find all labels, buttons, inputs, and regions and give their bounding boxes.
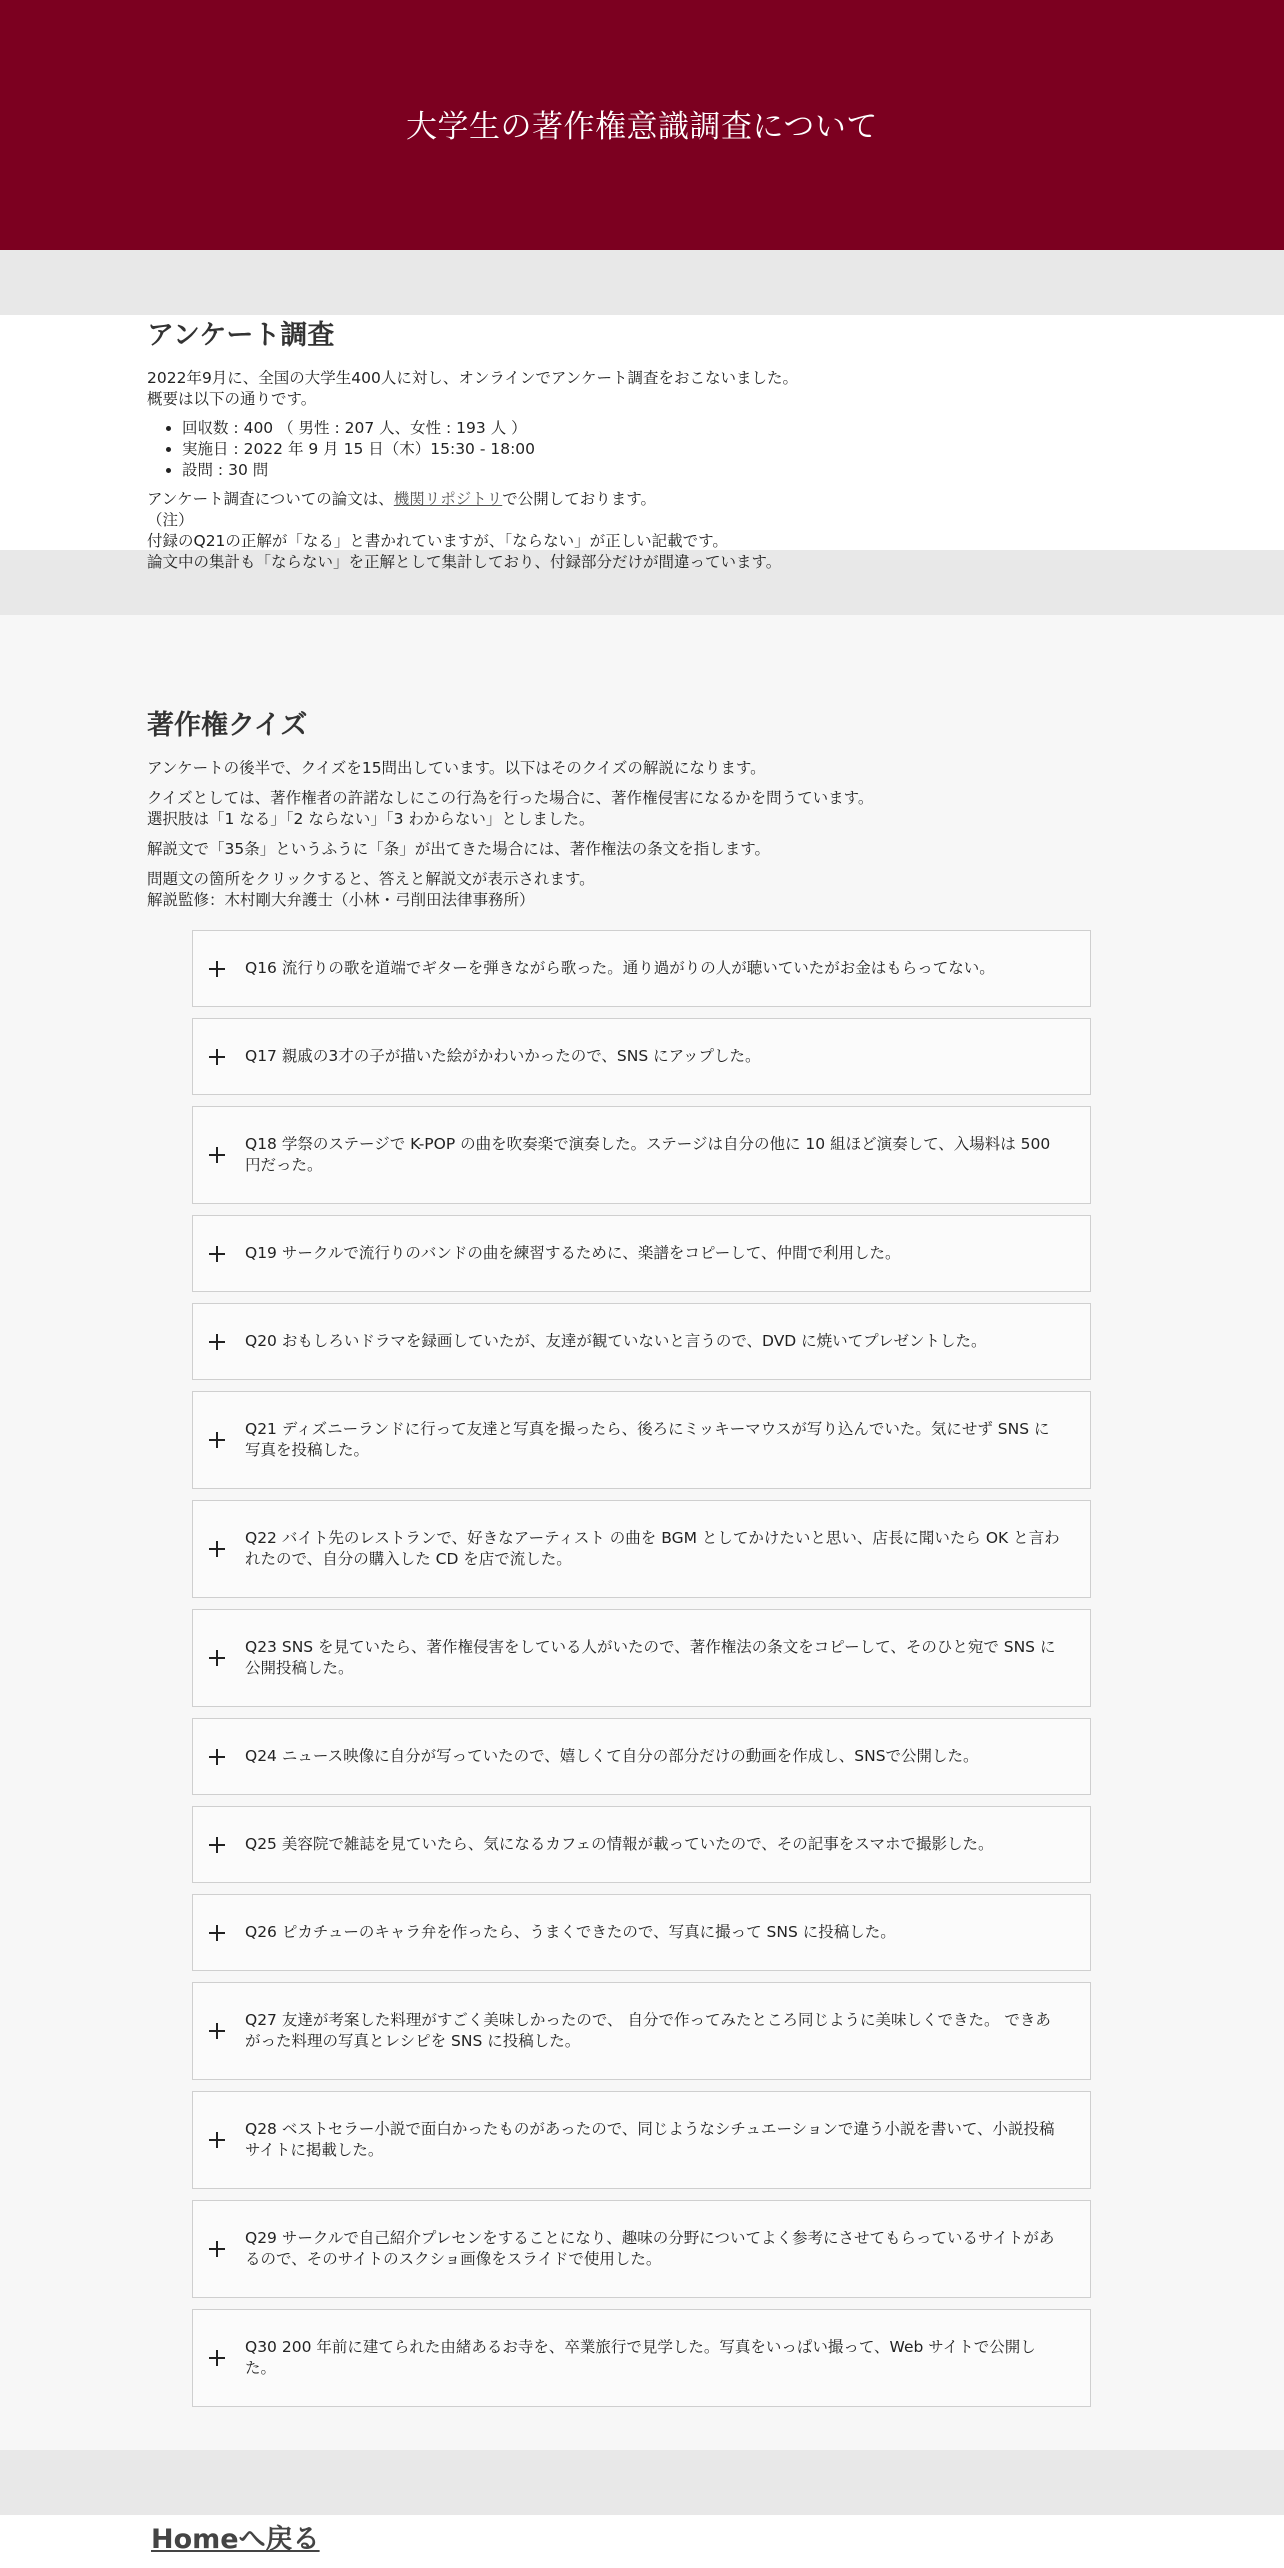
plus-icon (207, 1747, 227, 1767)
question-text: Q23 SNS を見ていたら、著作権侵害をしている人がいたので、著作権法の条文をコピーして、そのひと宛で SNS に公開投稿した。 (245, 1638, 1056, 1677)
quiz-question-q26[interactable] (192, 1894, 1091, 1971)
quiz-description-line1: クイズとしては、著作権者の許諾なしにこの行為を行った場合に、著作権侵害になるかを問うています。 (147, 789, 874, 807)
quiz-intro: アンケートの後半で、クイズを15問出しています。以下はそのクイズの解説になります。 (147, 759, 766, 777)
plus-icon (207, 2130, 227, 2150)
quiz-question-q24[interactable] (192, 1718, 1091, 1795)
note-label: （注） (147, 511, 194, 529)
question-text: Q25 美容院で雑誌を見ていたら、気になるカフェの情報が載っていたので、その記事をスマホで撮影した。 (245, 1835, 994, 1853)
quiz-supervisor: 解説監修：木村剛大弁護士（小林・弓削田法律事務所） (147, 891, 535, 909)
survey-section (147, 318, 1147, 581)
quiz-description (147, 788, 1147, 830)
quiz-question-q25[interactable] (192, 1806, 1091, 1883)
section-divider (0, 2450, 1284, 2515)
quiz-instructions (147, 869, 1147, 911)
question-text: Q21 ディズニーランドに行って友達と写真を撮ったら、後ろにミッキーマウスが写り込んでいた。気にせず SNS に写真を投稿した。 (245, 1420, 1050, 1459)
quiz-question-q20[interactable] (192, 1303, 1091, 1380)
quiz-description-line2: 選択肢は「1 なる」「2 ならない」「3 わからない」としました。 (147, 810, 595, 828)
home-link[interactable]: Homeへ戻る (151, 2524, 320, 2555)
plus-icon (207, 1332, 227, 1352)
quiz-question-q28[interactable] (192, 2091, 1091, 2189)
question-text: Q20 おもしろいドラマを録画していたが、友達が観ていないと言うので、DVD に焼いてプレゼントした。 (245, 1332, 987, 1350)
plus-icon (207, 1145, 227, 1165)
quiz-question-q27[interactable] (192, 1982, 1091, 2080)
plus-icon (207, 959, 227, 979)
page-title: 大学生の著作権意識調査について (406, 108, 878, 145)
question-text: Q18 学祭のステージで K-POP の曲を吹奏楽で演奏した。ステージは自分の他に 10 組ほど演奏して、入場料は 500 円だった。 (245, 1135, 1051, 1174)
plus-icon (207, 2021, 227, 2041)
question-text: Q28 ベストセラー小説で面白かったものがあったので、同じようなシチュエーションで違う小説を書いて、小説投稿サイトに掲載した。 (245, 2120, 1055, 2159)
hero-banner (0, 0, 1284, 250)
plus-icon (207, 1648, 227, 1668)
quiz-question-q19[interactable] (192, 1215, 1091, 1292)
note-line2: 論文中の集計も「ならない」を正解として集計しており、付録部分だけが間違っています。 (147, 553, 782, 571)
quiz-question-q22[interactable] (192, 1500, 1091, 1598)
quiz-section (147, 708, 1147, 920)
plus-icon (207, 1835, 227, 1855)
quiz-instructions-line1: 問題文の箇所をクリックすると、答えと解説文が表示されます。 (147, 870, 595, 888)
quiz-accordion (192, 930, 1091, 2418)
note-line1: 付録のQ21の正解が「なる」と書かれていますが、「ならない」が正しい記載です。 (147, 532, 728, 550)
list-item: • 回収数 : 400 （ 男性 : 207 人、女性 : 193 人 ） (182, 418, 1147, 439)
question-text: Q22 バイト先のレストランで、好きなアーティスト の曲を BGM としてかけたいと思い、店長に聞いたら OK と言われたので、自分の購入した CD を店で流した。 (245, 1529, 1060, 1568)
plus-icon (207, 1047, 227, 1067)
list-item: • 実施日 : 2022 年 9 月 15 日（木）15:30 - 18:00 (182, 439, 1147, 460)
question-text: Q26 ピカチューのキャラ弁を作ったら、うまくできたので、写真に撮って SNS に投稿した。 (245, 1923, 896, 1941)
survey-intro-line1: 2022年9月に、全国の大学生400人に対し、オンラインでアンケート調査をおこないました。 (147, 369, 799, 387)
quiz-question-q23[interactable] (192, 1609, 1091, 1707)
plus-icon (207, 1539, 227, 1559)
quiz-article-note: 解説文で「35条」というふうに「条」が出てきた場合には、著作権法の条文を指します。 (147, 840, 770, 858)
quiz-question-q17[interactable] (192, 1018, 1091, 1095)
repository-link[interactable]: 機関リポジトリ (393, 490, 503, 508)
survey-paper-note (147, 489, 1147, 573)
survey-intro-line2: 概要は以下の通りです。 (147, 390, 317, 408)
question-text: Q16 流行りの歌を道端でギターを弾きながら歌った。通り過がりの人が聴いていたがお金はもらってない。 (245, 959, 995, 977)
plus-icon (207, 1430, 227, 1450)
paper-prefix: アンケート調査についての論文は、 (147, 490, 394, 508)
plus-icon (207, 1923, 227, 1943)
survey-summary-list (147, 418, 1147, 481)
question-text: Q29 サークルで自己紹介プレセンをすることになり、趣味の分野についてよく参考にさせてもらっているサイトがあるので、そのサイトのスクショ画像をスライドで使用した。 (245, 2229, 1055, 2268)
question-text: Q24 ニュース映像に自分が写っていたので、嬉しくて自分の部分だけの動画を作成し、SNSで公開した。 (245, 1747, 979, 1765)
question-text: Q17 親戚の3才の子が描いた絵がかわいかったので、SNS にアップした。 (245, 1047, 761, 1065)
plus-icon (207, 2348, 227, 2368)
quiz-question-q30[interactable] (192, 2309, 1091, 2407)
quiz-question-q21[interactable] (192, 1391, 1091, 1489)
quiz-heading: 著作権クイズ (147, 710, 308, 741)
question-text: Q19 サークルで流行りのバンドの曲を練習するために、楽譜をコピーして、仲間で利用した。 (245, 1244, 901, 1262)
survey-heading: アンケート調査 (147, 320, 335, 351)
plus-icon (207, 2239, 227, 2259)
section-divider (0, 250, 1284, 315)
quiz-question-q29[interactable] (192, 2200, 1091, 2298)
list-item: • 設問 : 30 問 (182, 460, 1147, 481)
quiz-question-q18[interactable] (192, 1106, 1091, 1204)
question-text: Q30 200 年前に建てられた由緒あるお寺を、卒業旅行で見学した。写真をいっぱい撮って、Web サイトで公開した。 (245, 2338, 1036, 2377)
paper-suffix: で公開しております。 (502, 490, 657, 508)
survey-intro (147, 368, 1147, 410)
question-text: Q27 友達が考案した料理がすごく美味しかったので、 自分で作ってみたところ同じように美味しくできた。 できあがった料理の写真とレシピを SNS に投稿した。 (245, 2011, 1051, 2050)
plus-icon (207, 1244, 227, 1264)
quiz-question-q16[interactable] (192, 930, 1091, 1007)
